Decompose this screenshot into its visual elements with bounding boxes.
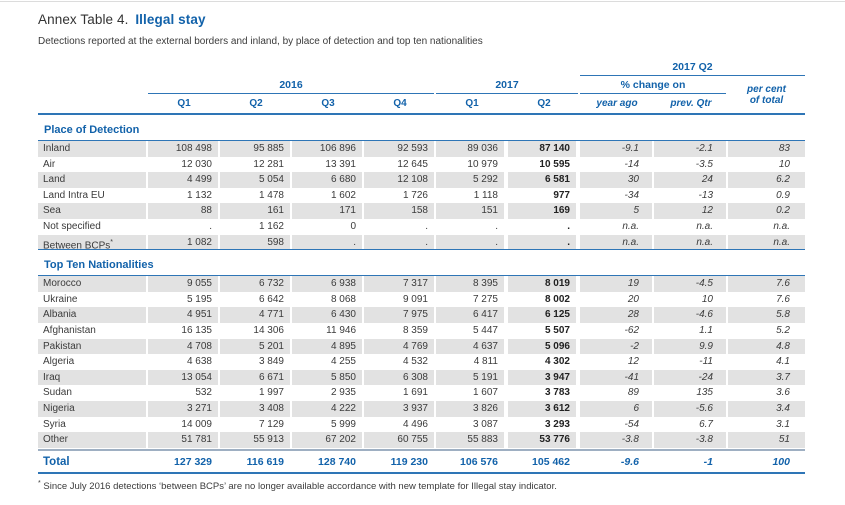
row-label: Morocco — [38, 276, 148, 292]
col-header-2016-q4: Q4 — [393, 98, 407, 109]
value-cell: 3 408 — [220, 401, 292, 417]
value-cell: 12 645 — [397, 158, 428, 170]
table-number: Annex Table 4. — [38, 12, 129, 27]
total-value-cell: 106 576 — [460, 455, 498, 468]
footnote-ref: * — [110, 238, 113, 246]
table-row — [38, 417, 805, 433]
value-cell: -9.1 — [580, 141, 654, 157]
value-cell: 1 997 — [258, 387, 284, 399]
value-cell: n.a. — [728, 235, 805, 250]
table-title-highlight: Illegal stay — [135, 12, 206, 27]
value-cell: . — [209, 220, 212, 232]
row-label: Between BCPs* — [38, 235, 148, 250]
value-cell: 6 642 — [258, 293, 284, 305]
header-pct-change-on: % change on — [580, 79, 726, 94]
value-cell: 5 195 — [186, 293, 212, 305]
value-cell: 7 317 — [364, 276, 436, 292]
value-cell: 6.7 — [699, 418, 713, 430]
value-cell: 6 581 — [508, 172, 580, 188]
value-cell: 5 850 — [292, 370, 364, 386]
value-cell: 3 849 — [258, 356, 284, 368]
value-cell: 598 — [220, 235, 292, 250]
value-cell: 1.1 — [699, 324, 713, 336]
value-cell: 8 019 — [508, 276, 580, 292]
table-row — [38, 370, 805, 386]
value-cell: 3 612 — [508, 401, 580, 417]
value-cell: 3 293 — [544, 418, 570, 430]
value-cell: 3 937 — [364, 401, 436, 417]
value-cell: 3.7 — [728, 370, 805, 386]
value-cell: 6.2 — [728, 172, 805, 188]
value-cell: 3.6 — [776, 387, 790, 399]
value-cell: 3 826 — [436, 401, 508, 417]
value-cell: 60 755 — [364, 432, 436, 448]
value-cell: 12 108 — [364, 172, 436, 188]
value-cell: 92 593 — [364, 141, 436, 157]
value-cell: . — [425, 220, 428, 232]
value-cell: 3.4 — [728, 401, 805, 417]
value-cell: 6 125 — [508, 307, 580, 323]
value-cell: 89 — [627, 387, 639, 399]
value-cell: 28 — [580, 307, 654, 323]
value-cell: n.a. — [696, 220, 713, 232]
value-cell: 5 191 — [436, 370, 508, 386]
section-top-ten-nationalities — [38, 257, 805, 448]
value-cell: . — [495, 220, 498, 232]
value-cell: 4 496 — [402, 418, 428, 430]
total-value-cell: 128 740 — [318, 455, 356, 468]
value-cell: 1 082 — [148, 235, 220, 250]
value-cell: 4 951 — [148, 307, 220, 323]
header-year-2017: 2017 — [436, 79, 578, 94]
value-cell: 4 708 — [148, 339, 220, 355]
col-header-2017-q1: Q1 — [465, 98, 479, 109]
value-cell: -3.5 — [695, 158, 713, 170]
row-label: Sea — [38, 203, 148, 219]
value-cell: 1 478 — [258, 189, 284, 201]
row-label: Inland — [38, 141, 148, 157]
value-cell: 5 201 — [220, 339, 292, 355]
value-cell: 6 417 — [436, 307, 508, 323]
table-row — [38, 339, 805, 355]
row-label: Nigeria — [38, 401, 148, 417]
value-cell: 4 637 — [436, 339, 508, 355]
value-cell: 5 054 — [220, 172, 292, 188]
value-cell: 8 359 — [402, 324, 428, 336]
table-row — [38, 203, 805, 219]
value-cell: -34 — [624, 189, 639, 201]
header-row-topgroup — [38, 58, 805, 76]
value-cell: 151 — [436, 203, 508, 219]
value-cell: 10 595 — [539, 158, 570, 170]
value-cell: n.a. — [622, 220, 639, 232]
value-cell: -54 — [624, 418, 639, 430]
page-title — [38, 12, 845, 27]
value-cell: -41 — [580, 370, 654, 386]
row-label: Land Intra EU — [43, 189, 105, 201]
table-subtitle: Detections reported at the external borders and inland, by place of detection and top ten nationalities — [38, 36, 483, 47]
value-cell: n.a. — [773, 220, 790, 232]
value-cell: 7.6 — [776, 293, 790, 305]
value-cell: 0.9 — [776, 189, 790, 201]
value-cell: 135 — [696, 387, 713, 399]
header-row-groups — [38, 77, 805, 94]
value-cell: -4.5 — [654, 276, 728, 292]
value-cell: 6 671 — [220, 370, 292, 386]
value-cell: 13 054 — [148, 370, 220, 386]
value-cell: 5 — [580, 203, 654, 219]
value-cell: -11 — [699, 356, 713, 368]
value-cell: 16 135 — [181, 324, 212, 336]
value-cell: -2.1 — [654, 141, 728, 157]
value-cell: 6 — [580, 401, 654, 417]
section-rows-place — [38, 141, 805, 250]
section-title-place: Place of Detection — [38, 122, 805, 141]
value-cell: 6 680 — [292, 172, 364, 188]
row-label: Sudan — [43, 387, 72, 399]
value-cell: 4 771 — [220, 307, 292, 323]
table-row — [38, 323, 805, 339]
value-cell: 12 — [654, 203, 728, 219]
row-label: Pakistan — [38, 339, 148, 355]
value-cell: 977 — [553, 189, 570, 201]
header-year-2016: 2016 — [148, 79, 434, 94]
value-cell: 4.8 — [728, 339, 805, 355]
value-cell: 9.9 — [654, 339, 728, 355]
row-label: Syria — [43, 418, 66, 430]
col-header-2017-q2: Q2 — [537, 98, 551, 109]
value-cell: 8 002 — [544, 293, 570, 305]
value-cell: 20 — [627, 293, 639, 305]
value-cell: 14 009 — [181, 418, 212, 430]
value-cell: 14 306 — [253, 324, 284, 336]
col-header-2016-q1: Q1 — [177, 98, 191, 109]
value-cell: 4 638 — [186, 356, 212, 368]
value-cell: 10 — [701, 293, 713, 305]
value-cell: 12 — [627, 356, 639, 368]
value-cell: 88 — [148, 203, 220, 219]
table-header — [38, 58, 805, 115]
row-label: Land — [38, 172, 148, 188]
value-cell: . — [508, 235, 580, 250]
value-cell: 7 975 — [364, 307, 436, 323]
value-cell: 89 036 — [436, 141, 508, 157]
value-cell: -5.6 — [654, 401, 728, 417]
footnote-text: Since July 2016 detections ‘between BCPs’ are no longer available accordance with new template for Illegal stay indicator. — [43, 480, 557, 492]
total-row — [38, 451, 805, 474]
value-cell: 171 — [292, 203, 364, 219]
value-cell: -62 — [624, 324, 639, 336]
value-cell: 1 691 — [402, 387, 428, 399]
value-cell: 169 — [508, 203, 580, 219]
value-cell: 4 222 — [292, 401, 364, 417]
value-cell: 83 — [728, 141, 805, 157]
value-cell: -13 — [698, 189, 713, 201]
value-cell: 108 498 — [148, 141, 220, 157]
table-row — [38, 172, 805, 188]
value-cell: 8 395 — [436, 276, 508, 292]
row-label: Albania — [38, 307, 148, 323]
row-label: Algeria — [43, 356, 75, 368]
table-row — [38, 219, 805, 235]
value-cell: . — [292, 235, 364, 250]
value-cell: 11 946 — [326, 324, 356, 336]
value-cell: . — [364, 235, 436, 250]
value-cell: 5.8 — [728, 307, 805, 323]
value-cell: 7 129 — [258, 418, 284, 430]
row-label: Ukraine — [43, 293, 78, 305]
footnote-marker: * — [38, 479, 41, 487]
value-cell: 5 999 — [330, 418, 356, 430]
value-cell: 5 507 — [544, 324, 570, 336]
value-cell: 532 — [195, 387, 212, 399]
section-rows-nationalities — [38, 276, 805, 448]
value-cell: -14 — [624, 158, 639, 170]
value-cell: 4 499 — [148, 172, 220, 188]
value-cell: 30 — [580, 172, 654, 188]
value-cell: . — [436, 235, 508, 250]
total-value-cell: 116 619 — [246, 455, 284, 468]
value-cell: 24 — [654, 172, 728, 188]
value-cell: 0 — [350, 220, 356, 232]
table-row — [38, 235, 805, 251]
value-cell: -4.6 — [654, 307, 728, 323]
value-cell: -3.8 — [580, 432, 654, 448]
value-cell: n.a. — [654, 235, 728, 250]
total-value-cell: 119 230 — [390, 455, 428, 468]
row-label: Air — [43, 158, 56, 170]
value-cell: 6 430 — [292, 307, 364, 323]
value-cell: 5 096 — [508, 339, 580, 355]
value-cell: 12 281 — [253, 158, 284, 170]
row-label: Iraq — [38, 370, 148, 386]
header-2017-q2: 2017 Q2 — [580, 61, 805, 76]
total-value-cell: 100 — [772, 455, 790, 468]
table-row — [38, 432, 805, 448]
row-label: Not specified — [43, 220, 101, 232]
table-row — [38, 141, 805, 157]
value-cell: 6 732 — [220, 276, 292, 292]
col-header-year-ago: year ago — [596, 98, 638, 109]
value-cell: 55 913 — [220, 432, 292, 448]
col-header-2016-q3: Q3 — [321, 98, 335, 109]
value-cell: 5.2 — [776, 324, 790, 336]
value-cell: 3.1 — [776, 418, 790, 430]
value-cell: 4 769 — [364, 339, 436, 355]
table-row — [38, 157, 805, 173]
value-cell: 161 — [220, 203, 292, 219]
table-row — [38, 354, 805, 370]
value-cell: -3.8 — [654, 432, 728, 448]
header-row-columns — [38, 94, 805, 113]
value-cell: 51 781 — [148, 432, 220, 448]
col-header-prev-qtr: prev. Qtr — [670, 98, 712, 109]
value-cell: -24 — [654, 370, 728, 386]
value-cell: 158 — [364, 203, 436, 219]
value-cell: 51 — [728, 432, 805, 448]
value-cell: 0.2 — [728, 203, 805, 219]
table-row — [38, 188, 805, 204]
value-cell: 3 947 — [508, 370, 580, 386]
value-cell: 10 — [778, 158, 790, 170]
value-cell: 5 447 — [472, 324, 498, 336]
value-cell: 3 271 — [148, 401, 220, 417]
value-cell: 7.6 — [728, 276, 805, 292]
value-cell: 12 030 — [181, 158, 212, 170]
value-cell: n.a. — [580, 235, 654, 250]
value-cell: 4 302 — [544, 356, 570, 368]
total-value-cell: -1 — [703, 455, 713, 468]
value-cell: 4 532 — [402, 356, 428, 368]
value-cell: . — [567, 220, 570, 232]
value-cell: 2 935 — [330, 387, 356, 399]
footnote — [38, 480, 805, 492]
value-cell: 87 140 — [508, 141, 580, 157]
value-cell: 13 391 — [325, 158, 356, 170]
table-row — [38, 292, 805, 308]
total-value-cell: -9.6 — [620, 455, 639, 468]
total-value-cell: 105 462 — [532, 455, 570, 468]
value-cell: 9 091 — [402, 293, 428, 305]
total-value-cell: 127 329 — [174, 455, 212, 468]
col-header-per-cent-of-total: per cent of total — [747, 83, 786, 106]
value-cell: 3 087 — [472, 418, 498, 430]
value-cell: 95 885 — [220, 141, 292, 157]
value-cell: -2 — [580, 339, 654, 355]
table-row — [38, 401, 805, 417]
value-cell: 4 811 — [473, 356, 498, 368]
section-title-nationalities: Top Ten Nationalities — [38, 257, 805, 276]
row-label: Other — [38, 432, 148, 448]
table-row — [38, 307, 805, 323]
value-cell: 19 — [580, 276, 654, 292]
value-cell: 10 979 — [467, 158, 498, 170]
value-cell: 6 938 — [292, 276, 364, 292]
value-cell: 53 776 — [508, 432, 580, 448]
value-cell: 1 118 — [473, 189, 498, 201]
row-label: Afghanistan — [43, 324, 96, 336]
value-cell: 1 602 — [330, 189, 356, 201]
value-cell: 1 162 — [258, 220, 284, 232]
table-row — [38, 276, 805, 292]
value-cell: 1 607 — [472, 387, 498, 399]
value-cell: 8 068 — [330, 293, 356, 305]
table-row — [38, 385, 805, 401]
data-table — [38, 58, 805, 474]
section-place-of-detection — [38, 122, 805, 250]
value-cell: 5 292 — [436, 172, 508, 188]
value-cell: 4 255 — [330, 356, 356, 368]
value-cell: 9 055 — [148, 276, 220, 292]
total-label: Total — [43, 455, 70, 468]
value-cell: 106 896 — [292, 141, 364, 157]
value-cell: 3 783 — [544, 387, 570, 399]
value-cell: 55 883 — [436, 432, 508, 448]
value-cell: 1 726 — [402, 189, 428, 201]
value-cell: 67 202 — [292, 432, 364, 448]
value-cell: 6 308 — [364, 370, 436, 386]
col-header-2016-q2: Q2 — [249, 98, 263, 109]
value-cell: 4 895 — [292, 339, 364, 355]
value-cell: 7 275 — [472, 293, 498, 305]
value-cell: 4.1 — [776, 356, 790, 368]
value-cell: 1 132 — [186, 189, 212, 201]
